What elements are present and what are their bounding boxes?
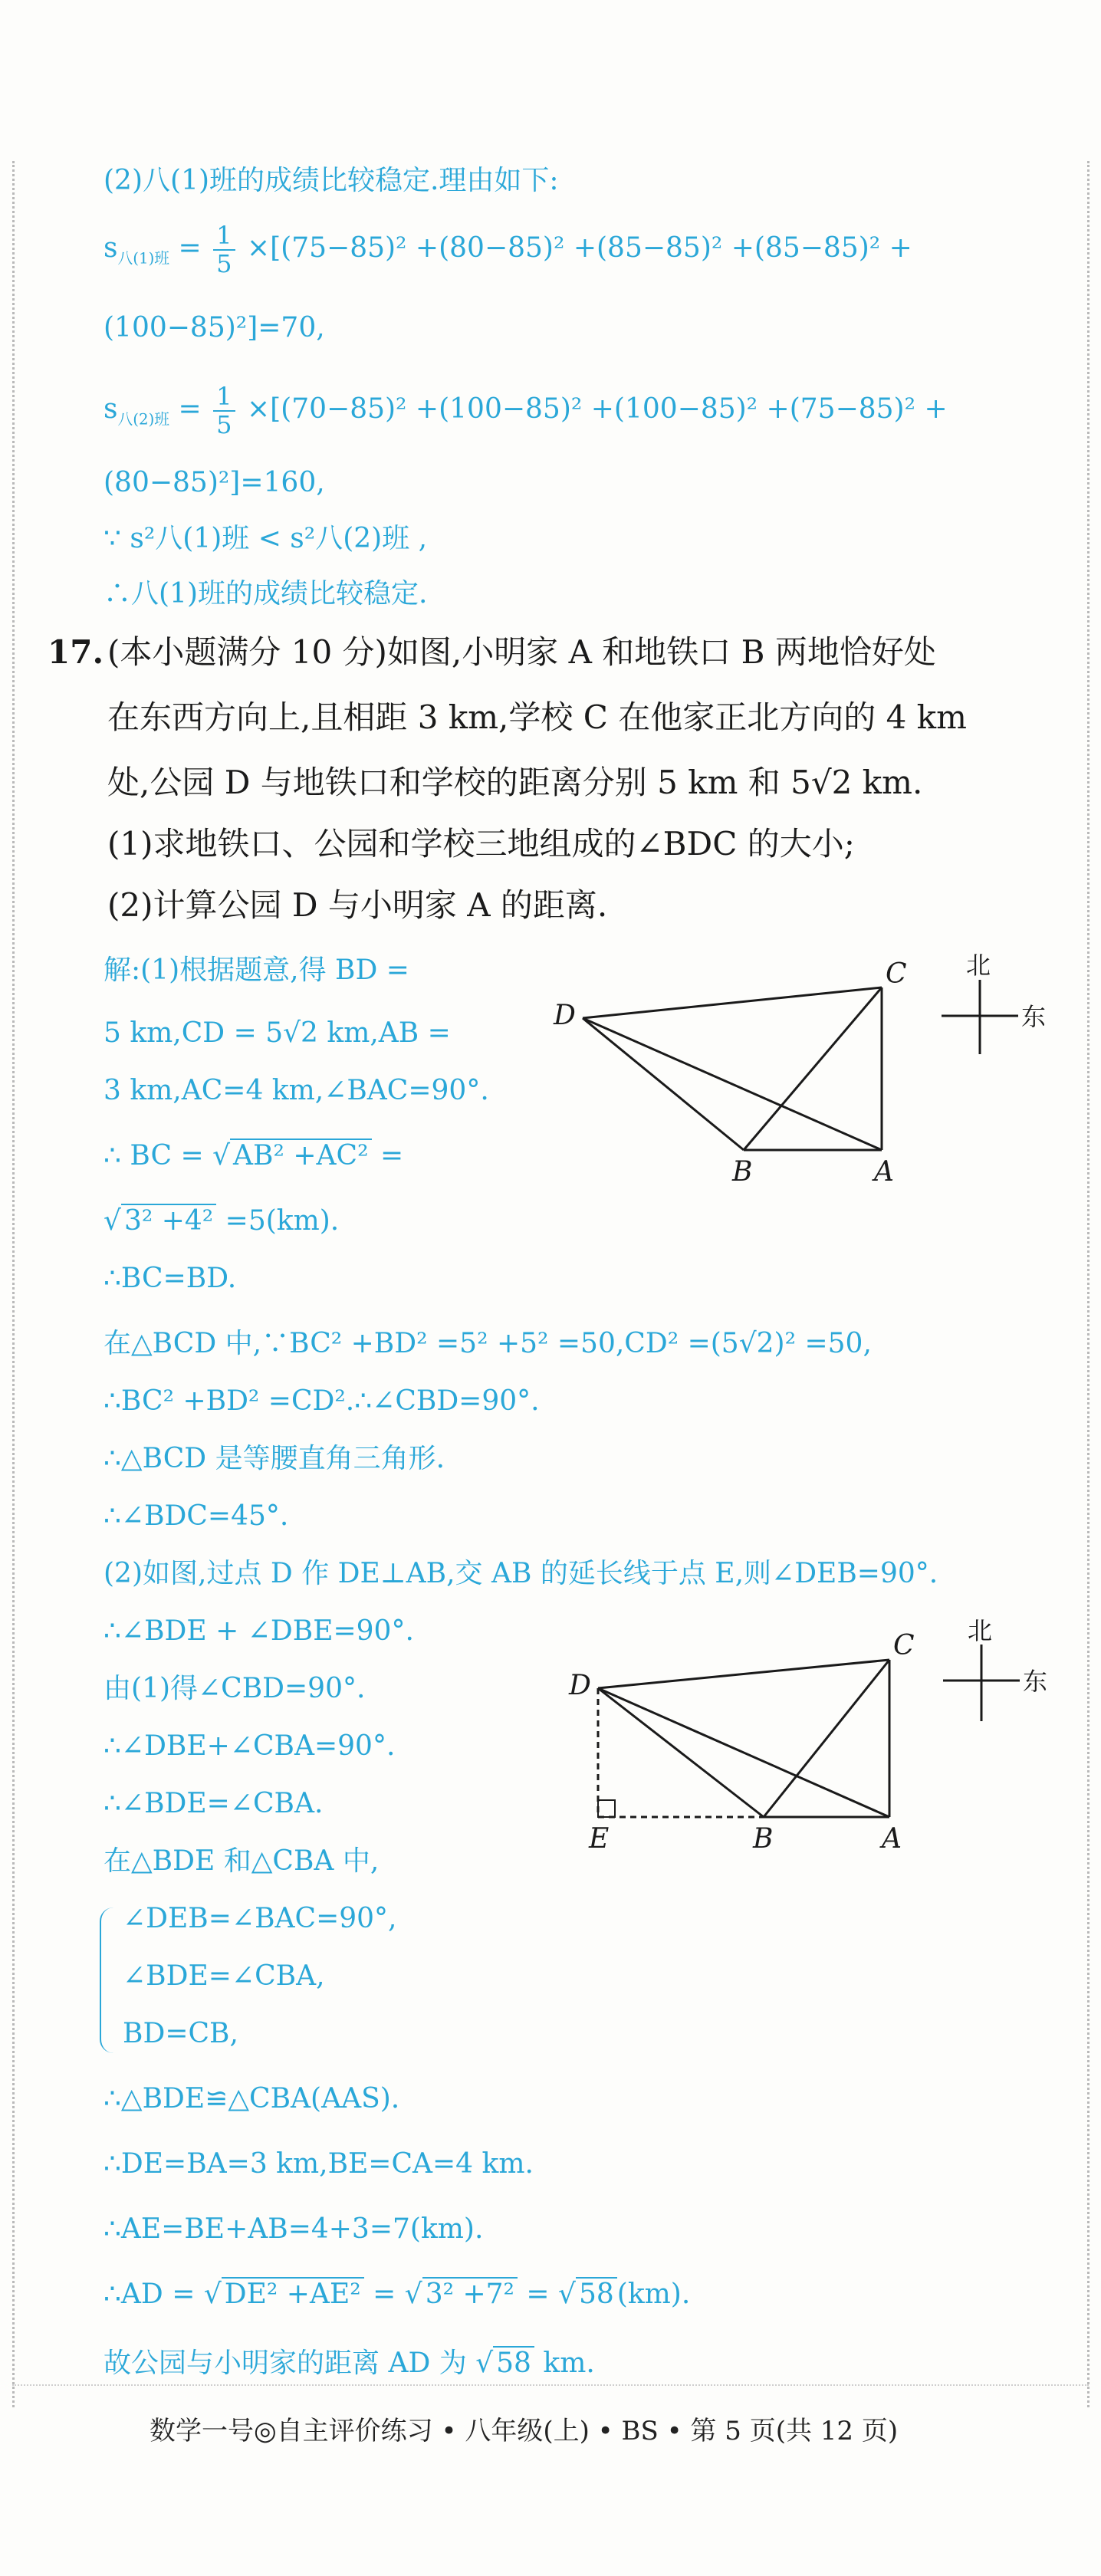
variance-2-line [104, 383, 948, 439]
question-1: (1)求地铁口、公园和学校三地组成的∠BDC 的大小; [107, 825, 855, 863]
sol-13: 由(1)得∠CBD=90°. [104, 1673, 366, 1704]
sol-6: ∴BC=BD. [104, 1263, 237, 1294]
sol-23a: ∴AD = [104, 2279, 204, 2310]
sol-22: ∴AE=BE+AB=4+3=7(km). [104, 2213, 484, 2245]
system-brace [100, 1907, 120, 2053]
variance-2-rest: ×[(70−85)² +(100−85)² +(100−85)² +(75−85)² + [246, 393, 948, 426]
sol-4-radicand: AB² +AC² [230, 1138, 371, 1171]
page-footer: 数学一号◎自主评价练习 • 八年级(上) • BS • 第 5 页(共 12 页) [150, 2416, 899, 2446]
variance-1-label: s [104, 232, 118, 264]
sol-10: ∴∠BDC=45°. [104, 1500, 289, 1532]
variance-1-cont: (100−85)²]=70, [104, 312, 325, 343]
label-A: A [874, 1156, 894, 1188]
sol-14: ∴∠DBE+∠CBA=90°. [104, 1730, 396, 1762]
sol-19: BD=CB, [123, 2018, 238, 2049]
question-2: (2)计算公园 D 与小明家 A 的距离. [107, 886, 608, 924]
label-D: D [569, 1670, 591, 1701]
sol-1: 解:(1)根据题意,得 BD = [104, 955, 409, 986]
segment-BC [764, 1660, 889, 1817]
sol-18: ∠BDE=∠CBA, [123, 1960, 325, 1992]
segment-DC [583, 987, 882, 1018]
frac-den: 5 [216, 410, 232, 440]
variance-2-cont: (80−85)²]=160, [104, 467, 325, 498]
footer-rule [12, 2384, 1089, 2386]
variance-2-eq: = [178, 393, 202, 426]
sol-11: (2)如图,过点 D 作 DE⊥AB,交 AB 的延长线于点 E,则∠DEB=90°. [104, 1558, 938, 1589]
label-C: C [886, 958, 907, 990]
sol-7: 在△BCD 中,∵BC² +BD² =5² +5² =50,CD² =(5√2)² =50, [104, 1328, 872, 1359]
variance-1-line [104, 222, 912, 278]
label-east: 东 [1023, 1667, 1048, 1696]
sol-23-radicand-3: 58 [576, 2277, 617, 2310]
segment-DC [598, 1660, 889, 1688]
label-A: A [882, 1823, 902, 1855]
segment-BC [744, 987, 882, 1150]
label-east: 东 [1021, 1002, 1047, 1031]
sol-12: ∴∠BDE + ∠DBE=90°. [104, 1615, 414, 1647]
sol-5-radicand: 3² +4² [121, 1204, 216, 1237]
sol-23g: (km). [616, 2279, 691, 2310]
variance-1-eq: = [178, 232, 202, 264]
sol-8: ∴BC² +BD² =CD².∴∠CBD=90°. [104, 1385, 540, 1417]
sol-24-radicand: 58 [493, 2346, 534, 2379]
segment-DB [598, 1688, 764, 1817]
label-B: B [753, 1823, 774, 1855]
sol-15: ∴∠BDE=∠CBA. [104, 1788, 324, 1819]
sol-23-radicand-1: DE² +AE² [222, 2277, 364, 2310]
variance-1-rest: ×[(75−85)² +(80−85)² +(85−85)² +(85−85)² + [246, 232, 912, 264]
figure-1 [537, 951, 1058, 1211]
label-north: 北 [966, 951, 991, 980]
because-line: ∵ s²八(1)班 < s²八(2)班 , [104, 523, 428, 554]
sol-5b: =5(km). [216, 1205, 340, 1237]
frac-den: 5 [216, 249, 232, 279]
label-E: E [589, 1823, 610, 1855]
sol-24a: 故公园与小明家的距离 AD 为 [104, 2348, 476, 2379]
sol-20: ∴△BDE≌△CBA(AAS). [104, 2083, 400, 2114]
sol-5: √ 3² +4² =5(km). [104, 1205, 340, 1237]
label-B: B [732, 1156, 753, 1188]
variance-1-fraction [213, 222, 235, 278]
page-border-left [12, 161, 15, 2407]
label-north: 北 [968, 1618, 993, 1645]
sol-23e: = [517, 2279, 559, 2310]
sol-23: ∴AD = √ DE² +AE² = √ 3² +7² = √ 58 (km). [104, 2279, 691, 2310]
segment-DA [583, 1018, 882, 1150]
sol-9: ∴△BCD 是等腰直角三角形. [104, 1443, 445, 1474]
page-border-right [1087, 161, 1089, 2407]
frac-num: 1 [213, 222, 235, 251]
problem-line-3: 处,公园 D 与地铁口和学校的距离分别 5 km 和 5√2 km. [107, 764, 923, 801]
segment-DA [598, 1688, 889, 1817]
sol-23-radicand-2: 3² +7² [422, 2277, 518, 2310]
label-D: D [554, 1000, 576, 1031]
segment-DB [583, 1018, 744, 1150]
problem-number: 17. [48, 633, 104, 671]
variance-1-sub: 八(1)班 [117, 249, 170, 268]
sol-24: 故公园与小明家的距离 AD 为 √ 58 km. [104, 2348, 595, 2379]
sol-4: ∴ BC = √ AB² +AC² = [104, 1140, 404, 1171]
sol-17: ∠DEB=∠BAC=90°, [123, 1903, 397, 1934]
figure-2 [567, 1618, 1073, 1871]
sol-3: 3 km,AC=4 km,∠BAC=90°. [104, 1075, 489, 1106]
problem-line-1: (本小题满分 10 分)如图,小明家 A 和地铁口 B 两地恰好处 [107, 633, 936, 671]
sol-16: 在△BDE 和△CBA 中, [104, 1845, 380, 1877]
variance-2-sub: 八(2)班 [117, 410, 170, 429]
sol-23c: = [363, 2279, 405, 2310]
sol-21: ∴DE=BA=3 km,BE=CA=4 km. [104, 2148, 534, 2180]
therefore-line: ∴八(1)班的成绩比较稳定. [104, 578, 428, 610]
sol-24c: km. [534, 2348, 595, 2379]
label-C: C [893, 1630, 915, 1661]
right-angle-mark [598, 1800, 615, 1817]
problem-line-2: 在东西方向上,且相距 3 km,学校 C 在他家正北方向的 4 km [107, 698, 967, 736]
frac-num: 1 [213, 383, 235, 412]
sol-4c: = [371, 1140, 404, 1171]
sol-2: 5 km,CD = 5√2 km,AB = [104, 1017, 451, 1049]
sol-4a: ∴ BC = [104, 1140, 213, 1171]
variance-2-fraction [213, 383, 235, 439]
variance-2-label: s [104, 393, 118, 426]
part2-heading: (2)八(1)班的成绩比较稳定.理由如下: [104, 165, 559, 196]
